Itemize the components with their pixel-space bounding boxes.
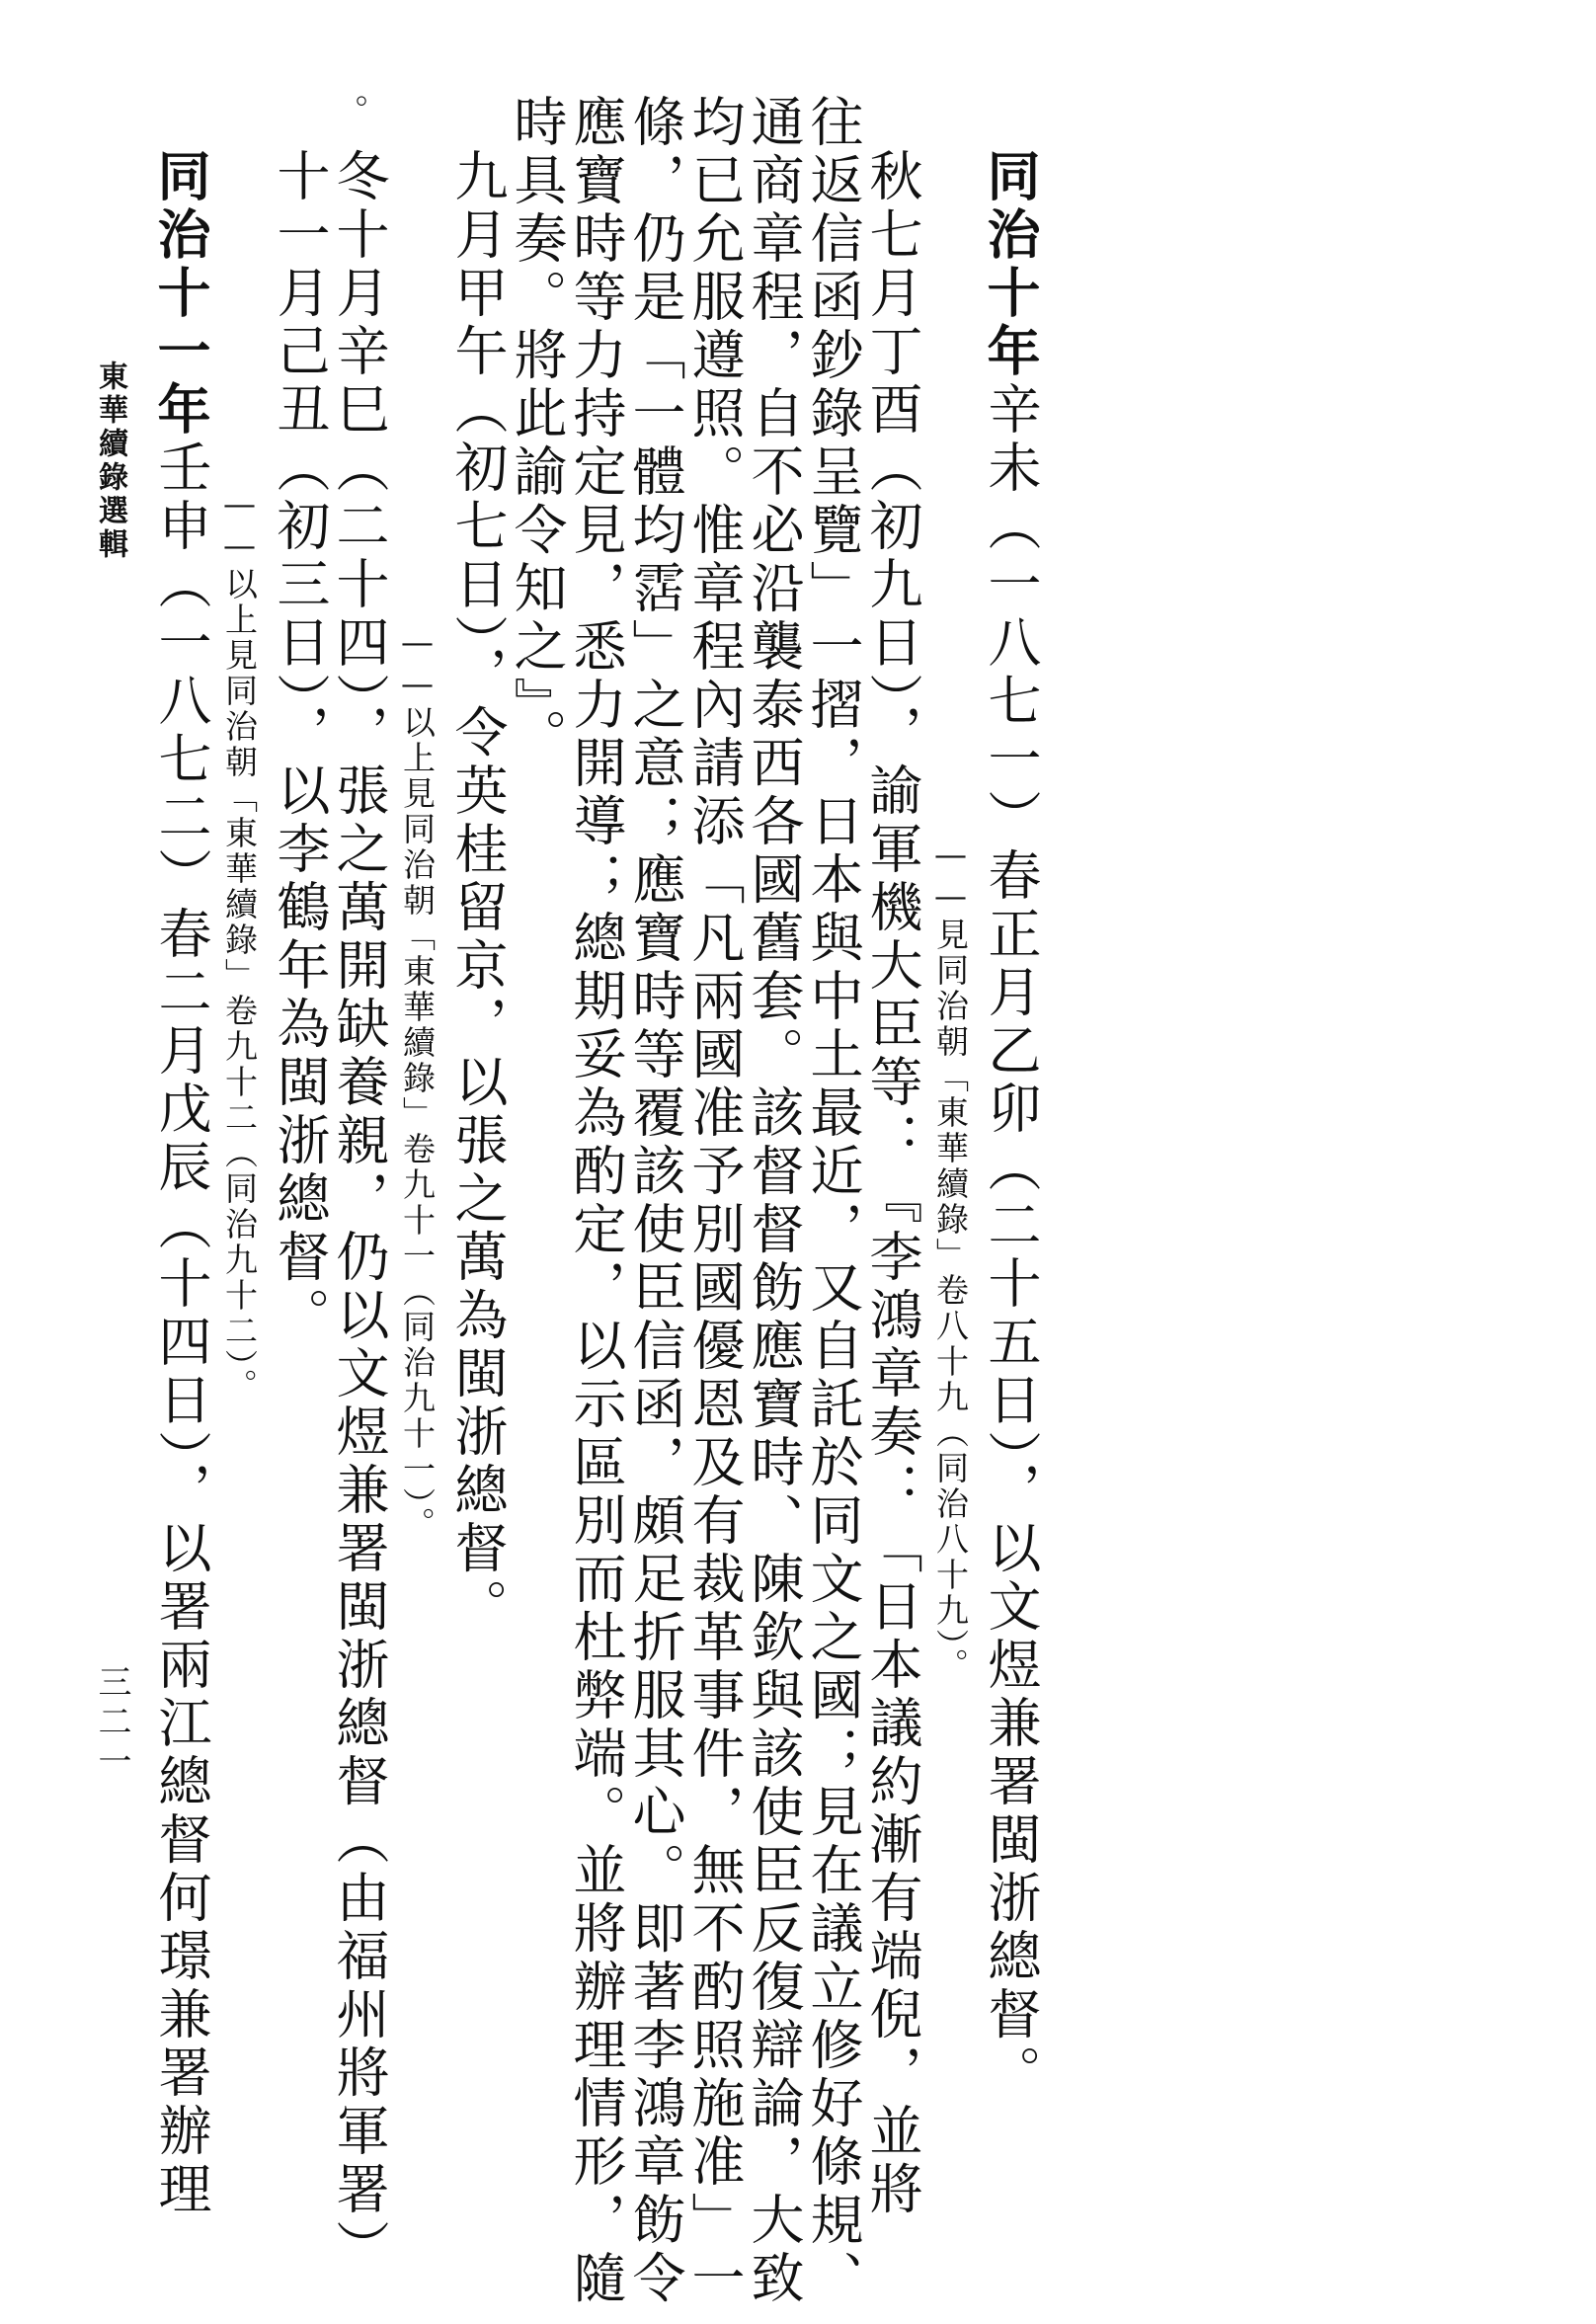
column-4: 往返信函鈔錄呈覽」一摺，日本與中土最近，又自託於同文之國；見在議立修好條規、 bbox=[802, 94, 864, 2308]
column-15-text: 壬申（一八七二）春二月戊辰（十四日），以署兩江總督何璟兼署辦理 bbox=[150, 440, 212, 2219]
page-number: 三二一 bbox=[92, 1664, 131, 1783]
column-1-text: 辛未（一八七一）春正月乙卯（二十五日），以文煜兼署閩浙總督。 bbox=[980, 381, 1042, 2103]
column-15 bbox=[149, 148, 212, 2219]
year-heading: 同治十一年 bbox=[149, 148, 212, 440]
column-6: 均已允服遵照。惟章程內請添「凡兩國准予別國優恩及有裁革事件，無不酌照施准」一 bbox=[683, 94, 746, 2308]
year-heading: 同治十年 bbox=[979, 148, 1042, 381]
column-8: 應寶時等力持定見，悉力開導；總期妥為酌定，以示區別而杜弊端。並將辦理情形，隨 bbox=[565, 94, 627, 2308]
column-10: 九月甲午（初七日），令英桂留京，以張之萬為閩浙總督。 bbox=[446, 148, 509, 1637]
book-title: 東華續錄選輯 bbox=[93, 361, 127, 562]
column-7: 條，仍是「一體均霑」之意；應寶時等覆該使臣信函，頗足折服其心。即著李鴻章飭令 bbox=[624, 94, 686, 2308]
column-13: 十一月己丑（初三日），以李鶴年為閩浙總督。 bbox=[269, 148, 331, 1345]
source-note-2: ——以上見同治朝「東華續錄」卷九十一（同治九十一）。 bbox=[398, 622, 437, 1543]
column-1 bbox=[979, 148, 1042, 2103]
column-12: 冬十月辛巳（二十四），張之萬開缺養親，仍以文煜兼署閩浙總督（由福州將軍署） bbox=[328, 148, 390, 2278]
source-note-1: ——見同治朝「東華續錄」卷八十九（同治八十九）。 bbox=[931, 835, 970, 1684]
column-5: 通商章程，自不必沿襲泰西各國舊套。該督督飭應寶時、陳欽與該使臣反復辯論，大致 bbox=[743, 94, 805, 2308]
column-9: 時具奏。將此諭令知之』。 bbox=[506, 94, 568, 766]
continuation-period: 。 bbox=[329, 94, 368, 127]
source-note-3: ——以上見同治朝「東華續錄」卷九十二（同治九十二）。 bbox=[220, 484, 259, 1404]
column-3: 秋七月丁酉（初九日），諭軍機大臣等：『李鴻章奏：「日本議約漸有端倪，並將 bbox=[861, 148, 923, 2219]
